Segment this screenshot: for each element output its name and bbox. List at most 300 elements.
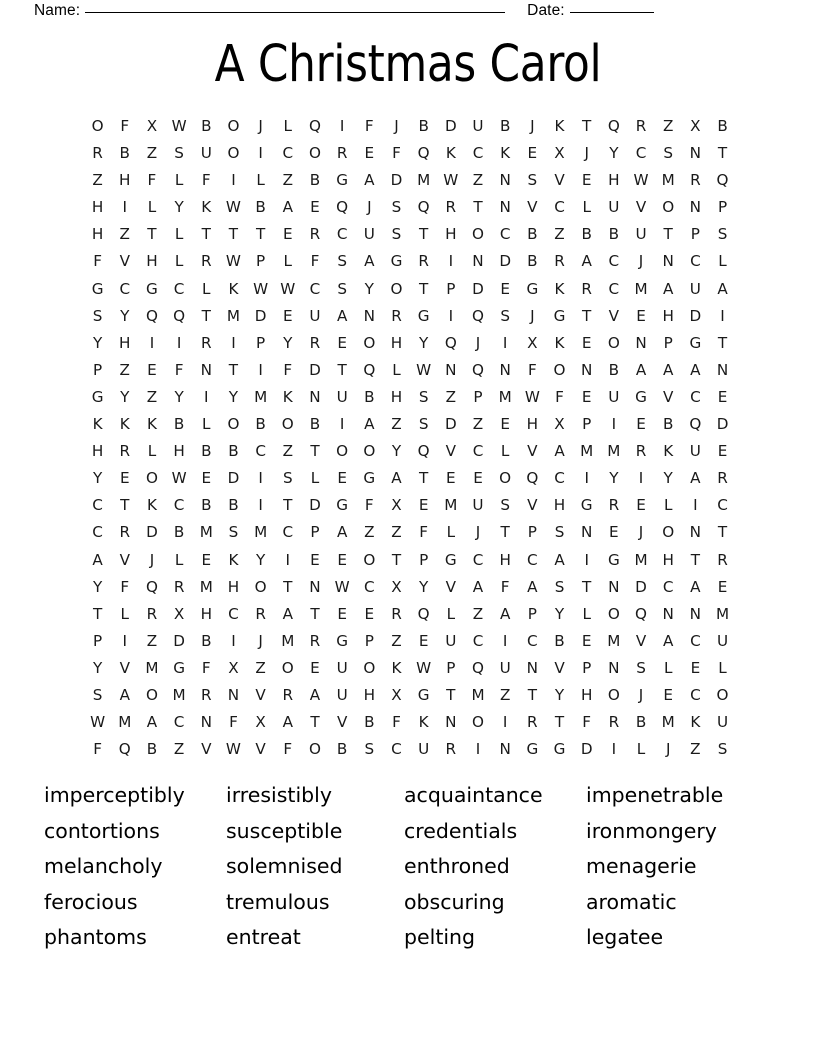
grid-cell[interactable]: W xyxy=(225,198,241,217)
grid-cell[interactable]: V xyxy=(201,740,212,759)
grid-cell[interactable]: C xyxy=(472,631,484,650)
grid-cell[interactable]: A xyxy=(581,252,592,271)
grid-cell[interactable]: E xyxy=(636,496,646,515)
grid-cell[interactable]: G xyxy=(444,550,457,569)
grid-cell[interactable]: R xyxy=(200,685,212,704)
grid-cell[interactable]: F xyxy=(392,713,401,732)
grid-cell[interactable]: M xyxy=(199,523,213,542)
grid-cell[interactable]: X xyxy=(173,604,185,623)
grid-cell[interactable]: T xyxy=(717,523,728,542)
grid-cell[interactable]: S xyxy=(554,577,565,596)
grid-cell[interactable]: X xyxy=(228,658,239,677)
grid-cell[interactable]: Q xyxy=(145,306,158,325)
grid-cell[interactable]: I xyxy=(258,496,263,515)
grid-cell[interactable]: F xyxy=(147,171,157,190)
grid-cell[interactable]: F xyxy=(527,360,537,379)
grid-cell[interactable]: T xyxy=(228,225,239,244)
grid-cell[interactable]: M xyxy=(226,306,240,325)
grid-cell[interactable]: P xyxy=(582,658,592,677)
grid-cell[interactable]: Z xyxy=(472,604,484,623)
grid-cell[interactable]: R xyxy=(255,604,266,623)
grid-cell[interactable]: F xyxy=(419,523,429,542)
grid-cell[interactable]: G xyxy=(336,171,349,190)
grid-cell[interactable]: V xyxy=(445,577,457,596)
grid-cell[interactable]: I xyxy=(231,631,236,650)
grid-cell[interactable]: Y xyxy=(92,333,103,352)
grid-cell[interactable]: S xyxy=(717,740,728,759)
grid-cell[interactable]: F xyxy=(364,117,374,135)
grid-cell[interactable]: N xyxy=(580,523,593,542)
grid-cell[interactable]: Y xyxy=(554,604,565,623)
grid-cell[interactable]: A xyxy=(472,577,484,596)
grid-cell[interactable]: N xyxy=(689,604,702,623)
grid-cell[interactable]: Y xyxy=(609,469,619,488)
grid-cell[interactable]: U xyxy=(472,117,484,135)
grid-cell[interactable]: E xyxy=(581,387,592,406)
grid-cell[interactable]: J xyxy=(475,333,481,352)
grid-cell[interactable]: B xyxy=(364,713,375,732)
grid-cell[interactable]: Y xyxy=(609,144,619,163)
grid-cell[interactable]: P xyxy=(717,198,728,217)
grid-cell[interactable]: L xyxy=(718,658,727,677)
grid-cell[interactable]: Z xyxy=(92,171,103,190)
grid-cell[interactable]: D xyxy=(635,577,647,596)
grid-cell[interactable]: A xyxy=(282,713,293,732)
grid-cell[interactable]: W xyxy=(416,658,432,677)
grid-cell[interactable]: C xyxy=(364,577,375,596)
grid-cell[interactable]: F xyxy=(283,740,293,759)
grid-cell[interactable]: E xyxy=(500,415,510,434)
grid-cell[interactable]: R xyxy=(119,523,131,542)
grid-cell[interactable]: B xyxy=(309,415,321,434)
grid-cell[interactable]: R xyxy=(200,333,212,352)
grid-cell[interactable]: C xyxy=(690,387,701,406)
grid-cell[interactable]: T xyxy=(717,333,728,352)
grid-cell[interactable]: H xyxy=(227,577,240,596)
word-list-item[interactable]: impenetrable xyxy=(586,783,724,807)
grid-cell[interactable]: O xyxy=(553,360,566,379)
grid-cell[interactable]: G xyxy=(553,740,566,759)
grid-cell[interactable]: K xyxy=(554,333,565,352)
grid-cell[interactable]: X xyxy=(554,144,565,163)
grid-cell[interactable]: J xyxy=(638,252,644,271)
grid-cell[interactable]: E xyxy=(717,442,728,461)
grid-cell[interactable]: Z xyxy=(119,225,130,244)
grid-cell[interactable]: N xyxy=(309,387,321,406)
grid-cell[interactable]: X xyxy=(690,117,701,135)
grid-cell[interactable]: B xyxy=(255,415,266,434)
grid-cell[interactable]: I xyxy=(638,469,644,488)
grid-cell[interactable]: C xyxy=(472,550,484,569)
grid-cell[interactable]: Y xyxy=(228,387,239,406)
grid-cell[interactable]: A xyxy=(690,469,701,488)
grid-cell[interactable]: Z xyxy=(554,225,565,244)
grid-cell[interactable]: N xyxy=(227,685,240,704)
grid-cell[interactable]: A xyxy=(282,198,293,217)
grid-cell[interactable]: L xyxy=(202,415,211,434)
grid-cell[interactable]: P xyxy=(582,415,592,434)
grid-cell[interactable]: C xyxy=(608,252,620,271)
grid-cell[interactable]: V xyxy=(527,442,538,461)
grid-cell[interactable]: N xyxy=(580,360,593,379)
grid-cell[interactable]: O xyxy=(662,198,675,217)
grid-cell[interactable]: A xyxy=(146,713,158,732)
grid-cell[interactable]: M xyxy=(172,685,186,704)
grid-cell[interactable]: S xyxy=(717,225,728,244)
grid-cell[interactable]: V xyxy=(663,387,674,406)
grid-cell[interactable]: H xyxy=(119,333,131,352)
grid-cell[interactable]: M xyxy=(580,442,594,461)
grid-cell[interactable]: D xyxy=(716,415,729,434)
grid-cell[interactable]: Z xyxy=(255,658,266,677)
grid-cell[interactable]: H xyxy=(91,225,104,244)
grid-cell[interactable]: B xyxy=(201,631,212,650)
grid-cell[interactable]: L xyxy=(174,171,184,190)
grid-cell[interactable]: T xyxy=(582,577,592,596)
grid-cell[interactable]: T xyxy=(283,577,293,596)
grid-cell[interactable]: L xyxy=(663,496,673,515)
grid-cell[interactable]: R xyxy=(309,631,321,650)
grid-cell[interactable]: E xyxy=(310,550,320,569)
grid-cell[interactable]: V xyxy=(119,550,130,569)
grid-cell[interactable]: G xyxy=(336,631,349,650)
word-list-item[interactable]: acquaintance xyxy=(404,783,543,807)
grid-cell[interactable]: R xyxy=(282,685,294,704)
grid-cell[interactable]: L xyxy=(202,279,211,298)
grid-cell[interactable]: B xyxy=(228,496,239,515)
grid-cell[interactable]: M xyxy=(199,577,213,596)
grid-cell[interactable]: U xyxy=(472,496,484,515)
grid-cell[interactable]: O xyxy=(607,685,620,704)
grid-cell[interactable]: R xyxy=(635,442,647,461)
grid-cell[interactable]: V xyxy=(608,306,620,325)
grid-cell[interactable]: V xyxy=(255,740,266,759)
grid-cell[interactable]: S xyxy=(500,306,510,325)
grid-cell[interactable]: Y xyxy=(92,658,103,677)
grid-cell[interactable]: E xyxy=(690,658,701,677)
grid-cell[interactable]: C xyxy=(173,713,185,732)
grid-cell[interactable]: I xyxy=(231,171,236,190)
grid-cell[interactable]: I xyxy=(611,740,617,759)
grid-cell[interactable]: L xyxy=(636,740,646,759)
grid-cell[interactable]: A xyxy=(309,685,321,704)
grid-cell[interactable]: S xyxy=(337,279,347,298)
grid-cell[interactable]: P xyxy=(256,252,266,271)
grid-cell[interactable]: C xyxy=(527,631,538,650)
grid-cell[interactable]: H xyxy=(662,550,674,569)
grid-cell[interactable]: F xyxy=(500,577,510,596)
word-list-item[interactable]: entreat xyxy=(226,925,301,950)
grid-cell[interactable]: E xyxy=(364,604,375,623)
grid-cell[interactable]: C xyxy=(92,496,103,515)
grid-cell[interactable]: T xyxy=(554,713,565,732)
grid-cell[interactable]: H xyxy=(662,306,674,325)
grid-cell[interactable]: S xyxy=(663,144,674,163)
grid-cell[interactable]: E xyxy=(201,550,212,569)
grid-cell[interactable]: N xyxy=(526,658,539,677)
grid-cell[interactable]: D xyxy=(309,360,321,379)
word-list-item[interactable]: aromatic xyxy=(586,889,677,914)
grid-cell[interactable]: A xyxy=(499,604,511,623)
grid-cell[interactable]: X xyxy=(391,496,402,515)
grid-cell[interactable]: R xyxy=(527,713,538,732)
grid-cell[interactable]: T xyxy=(337,360,347,379)
grid-cell[interactable]: U xyxy=(363,225,375,244)
grid-cell[interactable]: D xyxy=(580,740,593,759)
grid-cell[interactable]: W xyxy=(416,360,432,379)
grid-cell[interactable]: O xyxy=(227,117,240,135)
grid-cell[interactable]: J xyxy=(638,523,644,542)
grid-cell[interactable]: C xyxy=(527,550,538,569)
word-list-item[interactable]: phantoms xyxy=(44,925,147,950)
grid-cell[interactable]: H xyxy=(146,252,158,271)
grid-cell[interactable]: P xyxy=(93,631,103,650)
grid-cell[interactable]: C xyxy=(255,442,266,461)
grid-cell[interactable]: X xyxy=(391,577,402,596)
grid-cell[interactable]: R xyxy=(391,306,402,325)
grid-cell[interactable]: E xyxy=(337,469,347,488)
grid-cell[interactable]: I xyxy=(285,550,291,569)
grid-cell[interactable]: H xyxy=(499,550,511,569)
grid-cell[interactable]: Y xyxy=(120,387,130,406)
grid-cell[interactable]: I xyxy=(258,360,263,379)
grid-cell[interactable]: P xyxy=(310,523,320,542)
grid-cell[interactable]: T xyxy=(582,306,592,325)
grid-cell[interactable]: Q xyxy=(417,604,430,623)
word-list-item[interactable]: tremulous xyxy=(226,889,330,914)
grid-cell[interactable]: V xyxy=(527,496,538,515)
grid-cell[interactable]: B xyxy=(255,198,266,217)
grid-cell[interactable]: N xyxy=(689,144,702,163)
grid-cell[interactable]: I xyxy=(176,333,182,352)
grid-cell[interactable]: B xyxy=(527,225,538,244)
grid-cell[interactable]: M xyxy=(145,658,159,677)
grid-cell[interactable]: T xyxy=(500,523,510,542)
grid-cell[interactable]: A xyxy=(92,550,103,569)
grid-cell[interactable]: F xyxy=(229,713,238,732)
grid-cell[interactable]: S xyxy=(554,523,565,542)
grid-cell[interactable]: W xyxy=(524,387,540,406)
grid-cell[interactable]: Z xyxy=(119,360,130,379)
grid-cell[interactable]: C xyxy=(173,279,185,298)
grid-cell[interactable]: V xyxy=(554,171,565,190)
grid-cell[interactable]: J xyxy=(584,144,589,163)
grid-cell[interactable]: L xyxy=(582,198,591,217)
grid-cell[interactable]: L xyxy=(446,604,456,623)
grid-cell[interactable]: U xyxy=(689,442,701,461)
grid-cell[interactable]: J xyxy=(394,117,399,135)
grid-cell[interactable]: C xyxy=(690,685,701,704)
grid-cell[interactable]: V xyxy=(255,685,266,704)
grid-cell[interactable]: O xyxy=(308,144,321,163)
grid-cell[interactable]: A xyxy=(364,171,375,190)
grid-cell[interactable]: E xyxy=(282,225,293,244)
grid-cell[interactable]: B xyxy=(581,225,592,244)
grid-cell[interactable]: D xyxy=(173,631,185,650)
grid-cell[interactable]: W xyxy=(443,171,459,190)
grid-cell[interactable]: L xyxy=(718,252,727,271)
grid-cell[interactable]: T xyxy=(147,225,157,244)
grid-cell[interactable]: O xyxy=(662,523,675,542)
grid-cell[interactable]: X xyxy=(554,415,565,434)
grid-cell[interactable]: C xyxy=(635,144,647,163)
grid-cell[interactable]: J xyxy=(530,306,535,325)
word-list-item[interactable]: ferocious xyxy=(44,889,138,914)
name-input-line[interactable] xyxy=(85,12,505,13)
grid-cell[interactable]: A xyxy=(282,604,293,623)
grid-cell[interactable]: Q xyxy=(336,198,349,217)
grid-cell[interactable]: B xyxy=(554,631,565,650)
grid-cell[interactable]: L xyxy=(283,117,293,135)
grid-cell[interactable]: O xyxy=(227,415,240,434)
grid-cell[interactable]: R xyxy=(309,225,321,244)
grid-cell[interactable]: O xyxy=(363,550,376,569)
grid-cell[interactable]: B xyxy=(228,442,239,461)
grid-cell[interactable]: J xyxy=(258,631,263,650)
word-list-item[interactable]: obscuring xyxy=(404,889,505,914)
grid-cell[interactable]: Z xyxy=(173,740,185,759)
grid-cell[interactable]: F xyxy=(93,740,102,759)
grid-cell[interactable]: S xyxy=(174,144,184,163)
grid-cell[interactable]: P xyxy=(473,387,483,406)
grid-cell[interactable]: G xyxy=(526,279,539,298)
grid-cell[interactable]: C xyxy=(554,469,565,488)
grid-cell[interactable]: E xyxy=(636,306,646,325)
grid-cell[interactable]: C xyxy=(173,496,185,515)
grid-cell[interactable]: J xyxy=(258,117,263,135)
grid-cell[interactable]: Q xyxy=(363,360,376,379)
grid-cell[interactable]: I xyxy=(720,306,725,325)
grid-cell[interactable]: G xyxy=(91,387,104,406)
grid-cell[interactable]: U xyxy=(716,631,729,650)
grid-cell[interactable]: N xyxy=(499,360,511,379)
grid-cell[interactable]: A xyxy=(554,550,565,569)
grid-cell[interactable]: H xyxy=(91,442,104,461)
grid-cell[interactable]: O xyxy=(716,685,729,704)
grid-cell[interactable]: I xyxy=(584,469,589,488)
grid-cell[interactable]: O xyxy=(363,658,376,677)
grid-cell[interactable]: T xyxy=(310,442,320,461)
word-list-item[interactable]: susceptible xyxy=(226,818,343,843)
grid-cell[interactable]: B xyxy=(146,740,158,759)
grid-cell[interactable]: P xyxy=(419,550,429,569)
grid-cell[interactable]: D xyxy=(254,306,267,325)
grid-cell[interactable]: G xyxy=(417,306,430,325)
grid-cell[interactable]: I xyxy=(502,333,508,352)
grid-cell[interactable]: Q xyxy=(444,333,457,352)
grid-cell[interactable]: E xyxy=(337,333,347,352)
grid-cell[interactable]: V xyxy=(336,713,348,732)
grid-cell[interactable]: G xyxy=(553,306,566,325)
grid-cell[interactable]: O xyxy=(91,117,104,135)
grid-cell[interactable]: S xyxy=(92,306,103,325)
grid-cell[interactable]: B xyxy=(608,225,620,244)
grid-cell[interactable]: N xyxy=(499,171,511,190)
grid-cell[interactable]: I xyxy=(611,415,617,434)
grid-cell[interactable]: R xyxy=(92,144,103,163)
grid-cell[interactable]: E xyxy=(446,469,456,488)
grid-cell[interactable]: O xyxy=(308,740,321,759)
grid-cell[interactable]: H xyxy=(91,198,104,217)
grid-cell[interactable]: M xyxy=(498,387,512,406)
grid-cell[interactable]: V xyxy=(635,198,647,217)
grid-cell[interactable]: T xyxy=(120,496,130,515)
grid-cell[interactable]: W xyxy=(171,117,187,135)
grid-cell[interactable]: S xyxy=(418,387,429,406)
grid-cell[interactable]: R xyxy=(717,469,728,488)
grid-cell[interactable]: F xyxy=(120,577,130,596)
grid-cell[interactable]: R xyxy=(391,604,402,623)
grid-cell[interactable]: T xyxy=(201,306,211,325)
grid-cell[interactable]: H xyxy=(173,442,185,461)
grid-cell[interactable]: E xyxy=(337,604,347,623)
grid-cell[interactable]: H xyxy=(390,333,403,352)
grid-cell[interactable]: M xyxy=(254,523,268,542)
grid-cell[interactable]: Y xyxy=(554,685,565,704)
grid-cell[interactable]: F xyxy=(310,252,320,271)
grid-cell[interactable]: K xyxy=(228,550,239,569)
grid-cell[interactable]: I xyxy=(231,333,236,352)
grid-cell[interactable]: F xyxy=(555,387,564,406)
grid-cell[interactable]: L xyxy=(120,604,129,623)
grid-cell[interactable]: I xyxy=(149,333,155,352)
grid-cell[interactable]: M xyxy=(661,171,675,190)
grid-cell[interactable]: L xyxy=(500,442,510,461)
grid-cell[interactable]: P xyxy=(256,333,266,352)
grid-cell[interactable]: Y xyxy=(174,387,184,406)
grid-cell[interactable]: Z xyxy=(282,442,293,461)
grid-cell[interactable]: M xyxy=(607,442,621,461)
grid-cell[interactable]: J xyxy=(530,117,535,135)
grid-cell[interactable]: M xyxy=(715,604,730,623)
word-list-item[interactable]: solemnised xyxy=(226,854,343,879)
grid-cell[interactable]: C xyxy=(717,496,728,515)
grid-cell[interactable]: S xyxy=(92,685,103,704)
grid-cell[interactable]: R xyxy=(445,740,457,759)
grid-cell[interactable]: E xyxy=(310,658,320,677)
grid-cell[interactable]: K xyxy=(445,144,456,163)
grid-cell[interactable]: A xyxy=(527,577,538,596)
grid-cell[interactable]: I xyxy=(122,631,127,650)
grid-cell[interactable]: P xyxy=(527,604,537,623)
grid-cell[interactable]: L xyxy=(256,171,265,190)
grid-cell[interactable]: C xyxy=(282,523,294,542)
grid-cell[interactable]: E xyxy=(717,577,728,596)
grid-cell[interactable]: Q xyxy=(689,415,702,434)
grid-cell[interactable]: A xyxy=(391,469,402,488)
grid-cell[interactable]: E xyxy=(663,685,673,704)
grid-cell[interactable]: D xyxy=(227,469,240,488)
grid-cell[interactable]: Q xyxy=(145,577,158,596)
grid-cell[interactable]: W xyxy=(253,279,269,298)
grid-cell[interactable]: Q xyxy=(118,740,131,759)
grid-cell[interactable]: Q xyxy=(635,604,647,623)
grid-cell[interactable]: Z xyxy=(499,685,511,704)
grid-cell[interactable]: B xyxy=(662,415,674,434)
word-list-item[interactable]: irresistibly xyxy=(226,783,332,807)
grid-cell[interactable]: S xyxy=(636,658,646,677)
grid-cell[interactable]: N xyxy=(716,360,729,379)
grid-cell[interactable]: M xyxy=(607,631,621,650)
grid-cell[interactable]: B xyxy=(499,117,511,135)
grid-cell[interactable]: W xyxy=(633,171,649,190)
grid-cell[interactable]: Q xyxy=(472,306,484,325)
grid-cell[interactable]: D xyxy=(499,252,512,271)
grid-cell[interactable]: N xyxy=(472,252,484,271)
grid-cell[interactable]: C xyxy=(228,604,239,623)
grid-cell[interactable]: K xyxy=(282,387,293,406)
grid-cell[interactable]: K xyxy=(690,713,701,732)
